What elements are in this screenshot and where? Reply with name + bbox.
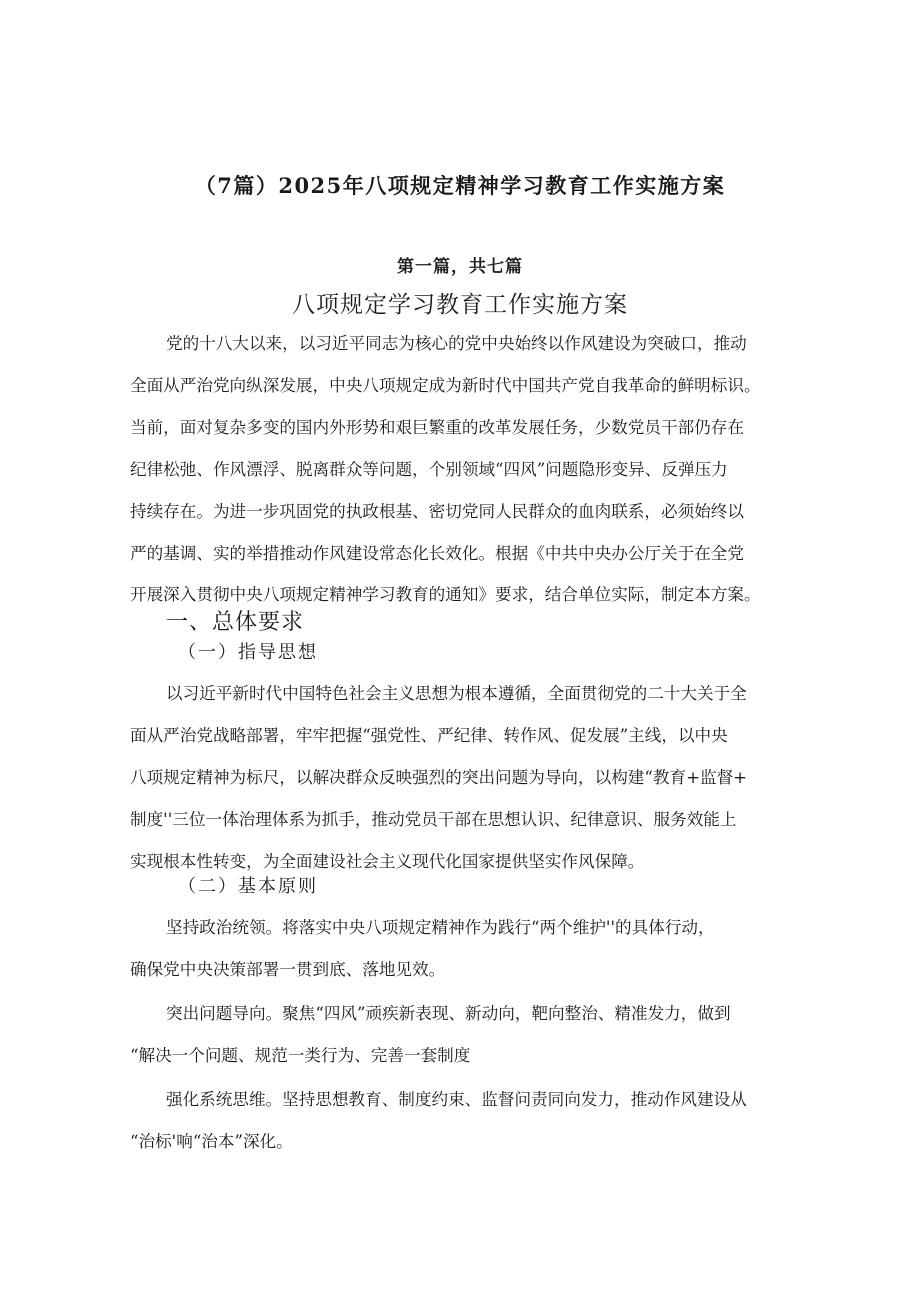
paragraph-line: 确保党中央决策部署一贯到底、落地见效。 <box>130 960 446 979</box>
paragraph-line: 面从严治党战略部署，牢牢把握“强党性、严纪律、转作风、促发展”主线，以中央 <box>130 726 728 745</box>
part-label: 第一篇，共七篇 <box>397 257 523 277</box>
article-title: 八项规定学习教育工作实施方案 <box>292 292 628 318</box>
subsection-heading: （二）基本原则 <box>178 876 318 897</box>
subsection-heading: （一）指导思想 <box>178 642 318 663</box>
paragraph-line: “治标'响“治本”深化。 <box>130 1132 293 1151</box>
paragraph-line: 坚持政治统领。将落实中央八项规定精神作为践行“两个维护''的具体行动， <box>166 918 715 937</box>
section-heading: 一、总体要求 <box>166 610 305 635</box>
document-title: （7篇）2025年八项规定精神学习教育工作实施方案 <box>194 173 726 198</box>
paragraph-line: 八项规定精神为标尺，以解决群众反映强烈的突出问题为导向，以构建“教育+监督+ <box>130 768 748 787</box>
paragraph-line: 党的十八大以来，以习近平同志为核心的党中央始终以作风建设为突破口，推动 <box>166 334 747 353</box>
paragraph-line: 强化系统思维。坚持思想教育、制度约束、监督问责同向发力，推动作风建设从 <box>166 1090 747 1109</box>
paragraph-line: 全面从严治党向纵深发展，中央八项规定成为新时代中国共产党自我革命的鲜明标识。 <box>130 376 761 395</box>
paragraph-line: 严的基调、实的举措推动作风建设常态化长效化。根据《中共中央办公厅关于在全党 <box>130 544 744 563</box>
paragraph-line: 实现根本性转变，为全面建设社会主义现代化国家提供坚实作风保障。 <box>130 852 645 871</box>
paragraph-line: 开展深入贯彻中央八项规定精神学习教育的通知》要求，结合单位实际，制定本方案。 <box>130 585 761 604</box>
paragraph-line: 当前，面对复杂多变的国内外形势和艰巨繁重的改革发展任务，少数党员干部仍存在 <box>130 418 744 437</box>
paragraph-line: 以习近平新时代中国特色社会主义思想为根本遵循，全面贯彻党的二十大关于全 <box>166 684 747 703</box>
paragraph-line: “解决一个问题、规范一类行为、完善一套制度 <box>130 1046 471 1065</box>
paragraph-line: 持续存在。为进一步巩固党的执政根基、密切党同人民群众的血肉联系，必须始终以 <box>130 502 744 521</box>
paragraph-line: 纪律松弛、作风漂浮、脱离群众等问题，个别领域“四风”问题隐形变异、反弹压力 <box>130 460 728 479</box>
paragraph-line: 突出问题导向。聚焦“四风”顽疾新表现、新动向，靶向整治、精准发力，做到 <box>166 1004 731 1023</box>
paragraph-line: 制度''三位一体治理体系为抓手，推动党员干部在思想认识、纪律意识、服务效能上 <box>130 810 737 829</box>
